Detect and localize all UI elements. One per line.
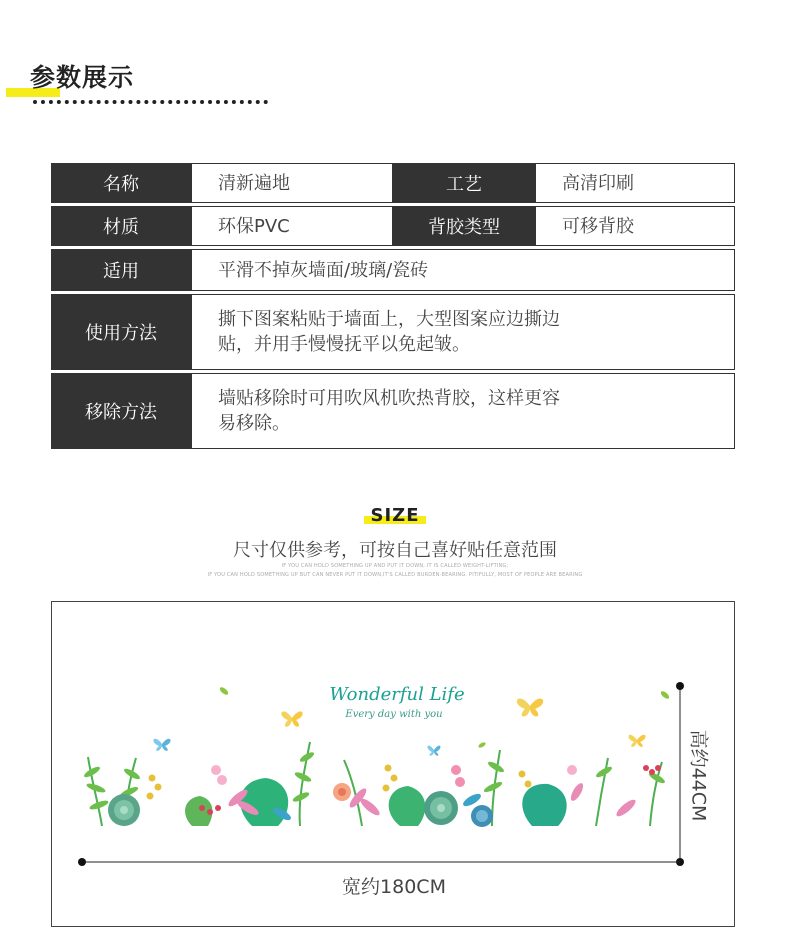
title-dotted-underline xyxy=(33,100,268,104)
usage-value: 平滑不掉灰墙面/玻璃/瓷砖 xyxy=(191,249,735,291)
width-dimension-left-dot xyxy=(78,858,86,866)
spec-row-name xyxy=(51,163,735,203)
width-label: 宽约180CM xyxy=(342,876,446,898)
size-fineprint-1: IF YOU CAN HOLD SOMETHING UP AND PUT IT DOWN, IT IS CALLED WEIGHT-LIFTING; xyxy=(281,563,509,569)
name-label: 名称 xyxy=(51,163,191,203)
spec-row-material xyxy=(51,206,735,246)
size-heading-block xyxy=(0,505,790,526)
usage-label: 适用 xyxy=(51,249,191,291)
spec-row-usage xyxy=(51,249,735,291)
removal-value xyxy=(191,373,735,449)
method-value-line2: 贴，并用手慢慢抚平以免起皱。 xyxy=(218,334,470,355)
size-heading: SIZE xyxy=(364,505,425,526)
product-preview-frame xyxy=(51,601,735,927)
butterfly-blue-2 xyxy=(428,746,441,756)
craft-label: 工艺 xyxy=(393,163,535,203)
material-label: 材质 xyxy=(51,206,191,246)
craft-value: 高清印刷 xyxy=(535,163,735,203)
material-value: 环保PVC xyxy=(191,206,393,246)
removal-label: 移除方法 xyxy=(51,373,191,449)
removal-value-line1: 墙贴移除时可用吹风机吹热背胶，这样更容 xyxy=(218,388,560,409)
method-value-line1: 撕下图案粘贴于墙面上，大型图案应边撕边 xyxy=(218,309,560,330)
floating-leaf-2 xyxy=(660,690,671,700)
removal-value-line2: 易移除。 xyxy=(218,413,290,434)
floating-leaf-1 xyxy=(219,686,230,696)
decal-subtitle: Every day with you xyxy=(345,709,443,720)
section-title-block xyxy=(30,58,134,94)
adhesive-label: 背胶类型 xyxy=(393,206,535,246)
adhesive-value: 可移背胶 xyxy=(535,206,735,246)
size-fineprint-2: IF YOU CAN HOLD SOMETHING UP BUT CAN NEVER PUT IT DOWN,IT'S CALLED BURDEN-BEARING. PITIFULLY, MOST OF PEOPLE ARE BEARING xyxy=(207,572,583,578)
name-value: 清新遍地 xyxy=(191,163,393,203)
floating-leaf-3 xyxy=(478,741,487,748)
method-value xyxy=(191,294,735,370)
spec-row-method xyxy=(51,294,735,370)
spec-row-removal xyxy=(51,373,735,449)
size-subtitle: 尺寸仅供参考，可按自己喜好贴任意范围 xyxy=(233,540,557,561)
height-dimension-top-dot xyxy=(676,682,684,690)
decal-title: Wonderful Life xyxy=(329,684,465,705)
butterfly-yellow-1 xyxy=(281,711,302,726)
butterfly-yellow-3 xyxy=(628,735,645,747)
height-label-wrap xyxy=(680,722,720,822)
method-label: 使用方法 xyxy=(51,294,191,370)
butterfly-yellow-2 xyxy=(517,699,543,717)
spec-table xyxy=(51,163,735,452)
height-label: 高约44CM xyxy=(687,729,710,822)
plant-border xyxy=(83,742,667,827)
section-title: 参数展示 xyxy=(30,63,135,92)
butterfly-blue-1 xyxy=(153,739,170,751)
